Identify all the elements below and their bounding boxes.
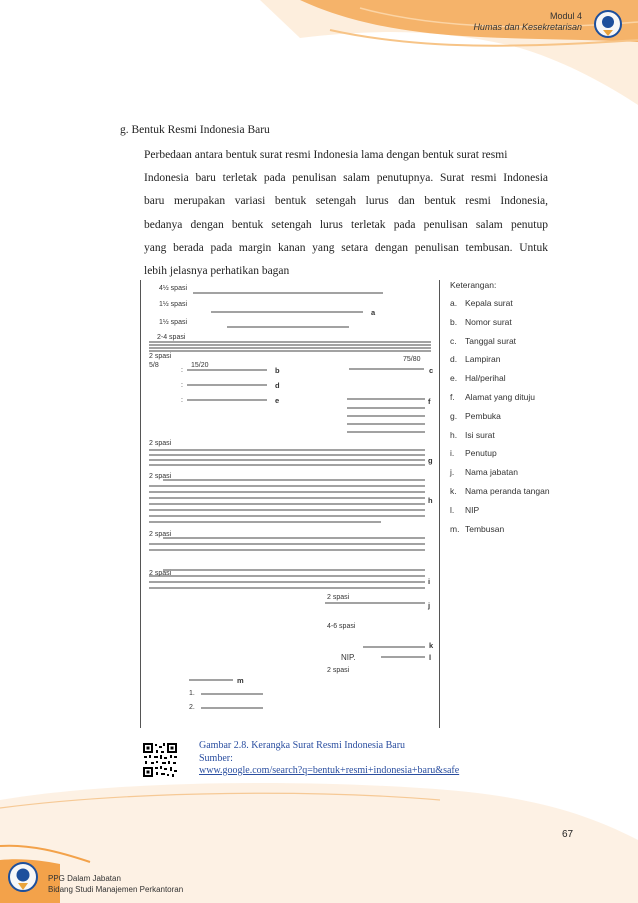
paragraph-line: Perbedaan antara bentuk surat resmi Indonesia lama dengan bentuk surat resmi bbox=[144, 149, 508, 161]
footer-line: Bidang Studi Manajemen Perkantoran bbox=[48, 885, 184, 894]
mark-k: k bbox=[429, 641, 434, 650]
legend-item bbox=[450, 315, 550, 334]
diagram-lines bbox=[149, 293, 434, 708]
spacing-label: 2 spasi bbox=[149, 353, 172, 360]
mark-e: e bbox=[275, 396, 280, 405]
paragraph-line: Indonesia baru terletak pada penulisan salam penutupnya. Surat resmi Indonesia bbox=[144, 172, 548, 185]
legend-key: c. bbox=[450, 335, 457, 346]
mark-m: m bbox=[237, 676, 244, 685]
qr-code-icon[interactable] bbox=[142, 742, 178, 778]
mark-b: b bbox=[275, 366, 280, 375]
spacing-label: 2 spasi bbox=[149, 570, 172, 577]
mark-l: l bbox=[429, 653, 432, 662]
legend-item bbox=[450, 371, 550, 390]
legend-item bbox=[450, 484, 550, 503]
list-number: 2. bbox=[189, 704, 195, 711]
mark-j: j bbox=[428, 601, 431, 610]
legend-key: a. bbox=[450, 298, 458, 308]
legend-item bbox=[450, 465, 550, 484]
legend-item bbox=[450, 390, 550, 409]
legend-text: Nomor surat bbox=[465, 316, 512, 327]
measure-right: 75/80 bbox=[403, 356, 421, 363]
caption-source-link[interactable]: www.google.com/search?q=bentuk+resmi+indonesia+baru&safe bbox=[199, 765, 460, 776]
caption-source-label: Sumber: bbox=[199, 752, 233, 764]
legend-item bbox=[450, 352, 550, 371]
mark-a: a bbox=[371, 308, 376, 317]
legend-title: Keterangan: bbox=[450, 280, 497, 290]
spacing-label: 2 spasi bbox=[149, 531, 172, 538]
legend-key: h. bbox=[450, 429, 458, 440]
legend-text: Isi surat bbox=[465, 429, 495, 440]
diagram-canvas bbox=[141, 280, 439, 728]
module-header bbox=[473, 11, 582, 33]
module-subtitle: Humas dan Kesekretarisan bbox=[473, 22, 582, 32]
spacing-label: 2 spasi bbox=[327, 667, 350, 674]
legend-text: Alamat yang dituju bbox=[465, 391, 535, 402]
legend-key: b. bbox=[450, 316, 458, 327]
legend-text: Tembusan bbox=[465, 523, 505, 534]
measure-mid: 15/20 bbox=[191, 362, 209, 369]
colon: : bbox=[181, 397, 183, 404]
paragraph-line: lebih jelasnya perhatikan bagan bbox=[144, 264, 290, 277]
legend-key: g. bbox=[450, 410, 458, 421]
spacing-label: 2 spasi bbox=[149, 473, 172, 480]
spacing-label: 2 spasi bbox=[327, 594, 350, 601]
legend-text: Nama peranda tangan bbox=[465, 485, 550, 496]
legend-text: Lampiran bbox=[465, 354, 501, 365]
legend-text: Tanggal surat bbox=[465, 335, 517, 346]
section-title: g. Bentuk Resmi Indonesia Baru bbox=[120, 124, 270, 136]
legend-text: Nama jabatan bbox=[465, 467, 518, 478]
legend-item bbox=[450, 522, 550, 541]
paragraph-line: bedanya dengan bentuk setengah lurus terletak pada penulisan salam penutup bbox=[144, 218, 548, 231]
legend-key: f. bbox=[450, 391, 455, 402]
legend-key: i. bbox=[450, 448, 455, 459]
tut-wuri-logo-icon bbox=[8, 862, 38, 892]
mark-d: d bbox=[275, 381, 280, 390]
legend-item bbox=[450, 428, 550, 447]
legend-item bbox=[450, 446, 550, 465]
mark-i: i bbox=[428, 577, 431, 586]
legend-key: e. bbox=[450, 373, 458, 384]
legend-text: Hal/perihal bbox=[465, 373, 506, 384]
body-paragraph bbox=[144, 144, 548, 283]
page-number: 67 bbox=[562, 829, 574, 840]
spacing-label: 2 spasi bbox=[149, 440, 172, 447]
legend-text: NIP bbox=[465, 504, 480, 515]
measure-left: 5/8 bbox=[149, 362, 159, 369]
legend-text: Penutup bbox=[465, 448, 497, 459]
footer-text bbox=[48, 873, 183, 895]
tut-wuri-logo-icon bbox=[594, 10, 622, 38]
paragraph-line: baru merupakan variasi bentuk setengah lurus dan bentuk resmi Indonesia, bbox=[144, 195, 548, 208]
mark-f: f bbox=[428, 397, 431, 406]
colon: : bbox=[181, 367, 183, 374]
legend-item bbox=[450, 334, 550, 353]
legend-key: m. bbox=[450, 523, 460, 534]
figure-caption bbox=[199, 740, 459, 778]
legend-key: d. bbox=[450, 354, 458, 365]
legend-text: Pembuka bbox=[465, 410, 501, 421]
mark-h: h bbox=[428, 496, 433, 505]
caption-title: Gambar 2.8. Kerangka Surat Resmi Indonesia Baru bbox=[199, 740, 406, 751]
legend-key: j. bbox=[450, 467, 455, 478]
spacing-label: 2-4 spasi bbox=[157, 334, 186, 341]
spacing-label: 4½ spasi bbox=[159, 285, 188, 292]
colon: : bbox=[181, 382, 183, 389]
footer-line: PPG Dalam Jabatan bbox=[48, 874, 121, 883]
spacing-label: 4-6 spasi bbox=[327, 623, 356, 630]
legend-key: k. bbox=[450, 485, 457, 496]
spacing-label: 1½ spasi bbox=[159, 301, 188, 308]
legend bbox=[450, 280, 550, 540]
spacing-label: 1½ spasi bbox=[159, 319, 188, 326]
mark-g: g bbox=[428, 456, 433, 465]
mark-c: c bbox=[429, 366, 434, 375]
legend-item bbox=[450, 503, 550, 522]
legend-item bbox=[450, 296, 550, 315]
legend-key: l. bbox=[450, 504, 455, 515]
legend-item bbox=[450, 409, 550, 428]
letter-layout-diagram bbox=[140, 280, 440, 728]
legend-text: Kepala surat bbox=[465, 298, 513, 308]
module-number: Modul 4 bbox=[549, 11, 582, 21]
paragraph-line: yang berada pada margin kanan yang setara dengan penulisan tembusan. Untuk bbox=[144, 241, 548, 254]
nip-label: NIP. bbox=[341, 653, 356, 662]
list-number: 1. bbox=[189, 690, 195, 697]
